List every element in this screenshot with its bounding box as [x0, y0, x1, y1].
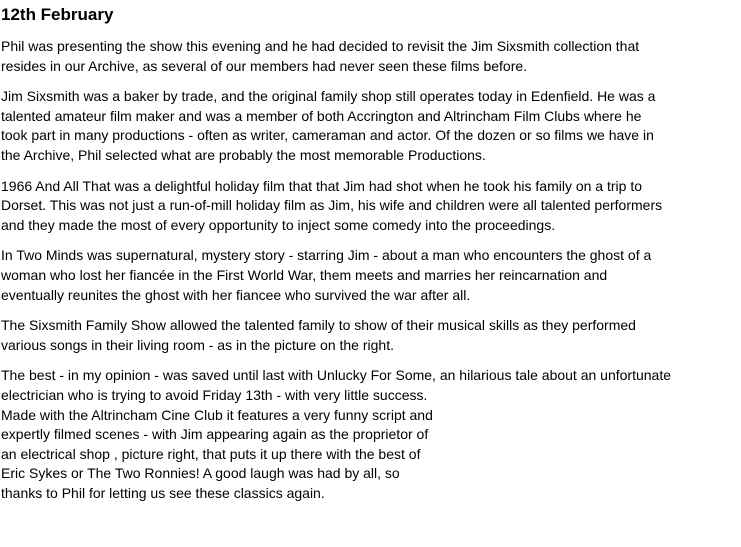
text-line: an electrical shop , picture right, that puts it up there with the best of — [1, 445, 421, 462]
text-line: expertly filmed scenes - with Jim appearing again as the proprietor of — [1, 426, 429, 443]
text-line: eventually reunites the ghost with her fiancee who survived the war after all. — [1, 286, 471, 303]
text-line: and they made the most of every opportunity to inject some comedy into the proceedings. — [1, 216, 556, 233]
text-line: woman who lost her fiancée in the First World War, them meets and marries her reincarnation and — [1, 266, 608, 283]
paragraph-biography — [1, 87, 741, 165]
text-line: The Sixsmith Family Show allowed the talented family to show of their musical skills as they performed — [1, 317, 636, 334]
text-line: In Two Minds was supernatural, mystery story - starring Jim - about a man who encounters the ghost of a — [1, 247, 652, 264]
text-line: the Archive, Phil selected what are probably the most memorable Productions. — [1, 146, 486, 163]
paragraph-intro — [1, 37, 741, 76]
text-line: electrician who is trying to avoid Friday 13th - with very little success. — [1, 386, 428, 403]
text-line: 1966 And All That was a delightful holiday film that that Jim had shot when he took his family on a trip to — [1, 177, 642, 194]
text-line: took part in many productions - often as writer, cameraman and actor. Of the dozen or so films we have in — [1, 127, 654, 144]
paragraph-1966-film — [1, 177, 741, 236]
paragraph-unlucky-for-some — [1, 366, 741, 503]
text-line: The best - in my opinion - was saved until last with Unlucky For Some, an hilarious tale about an unfortunate — [1, 367, 672, 384]
text-line: resides in our Archive, as several of our members had never seen these films before. — [1, 57, 528, 74]
paragraph-family-show — [1, 316, 741, 355]
text-line: Phil was presenting the show this evening and he had decided to revisit the Jim Sixsmith collection that — [1, 38, 640, 54]
page-title: 12th February — [1, 5, 114, 24]
text-line: Made with the Altrincham Cine Club it features a very funny script and — [1, 406, 433, 423]
text-line: Eric Sykes or The Two Ronnies! A good laugh was had by all, so — [1, 465, 400, 482]
text-line: Dorset. This was not just a run-of-mill holiday film as Jim, his wife and children were all talented performers — [1, 197, 663, 214]
text-line: various songs in their living room - as in the picture on the right. — [1, 336, 394, 353]
text-line: thanks to Phil for letting us see these classics again. — [1, 484, 325, 501]
paragraph-two-minds — [1, 246, 741, 305]
text-line: Jim Sixsmith was a baker by trade, and the original family shop still operates today in Edenfield. He was a — [1, 88, 656, 105]
text-line: talented amateur film maker and was a member of both Accrington and Altrincham Film Clubs where he — [1, 107, 642, 124]
